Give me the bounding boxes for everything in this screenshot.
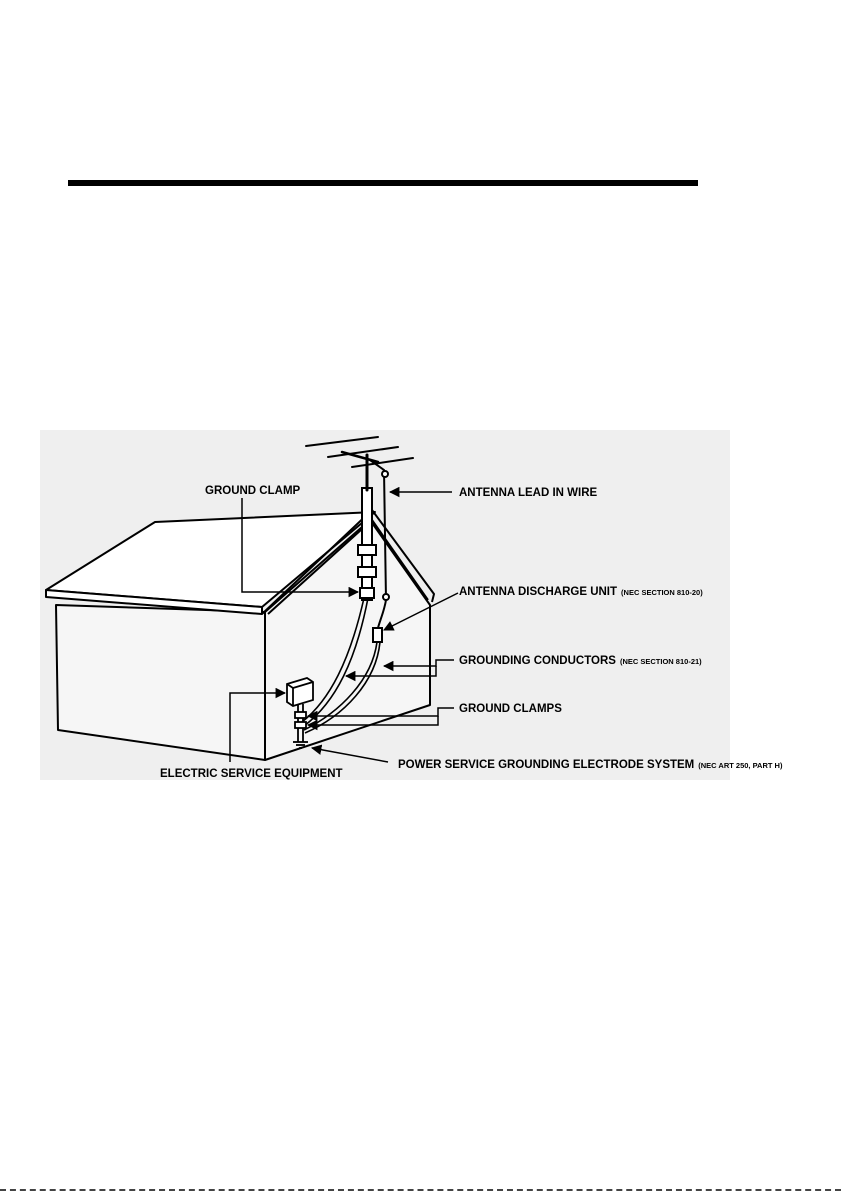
label-antenna-lead-in-wire: ANTENNA LEAD IN WIRE xyxy=(459,487,598,499)
label-antenna-discharge-unit xyxy=(459,586,703,598)
label-ground-clamps: GROUND CLAMPS xyxy=(459,703,562,715)
antenna-discharge-unit-box xyxy=(373,628,382,642)
arrow-power-service-grounding xyxy=(312,748,388,762)
ground-clamp-lower xyxy=(295,722,306,728)
mast-bracket-upper xyxy=(358,545,376,555)
label-grounding-conductors-text: GROUNDING CONDUCTORS xyxy=(459,655,616,667)
mast-bracket-lower xyxy=(358,567,376,577)
label-electric-service-equipment: ELECTRIC SERVICE EQUIPMENT xyxy=(160,768,343,780)
label-antenna-discharge-unit-ref: (NEC SECTION 810-20) xyxy=(621,588,703,597)
label-power-service-grounding-text: POWER SERVICE GROUNDING ELECTRODE SYSTEM xyxy=(398,759,695,771)
label-grounding-conductors-ref: (NEC SECTION 810-21) xyxy=(619,657,702,666)
standoff-insulator-top xyxy=(382,471,388,477)
mast-ground-clamp xyxy=(360,588,374,598)
label-power-service-grounding xyxy=(398,759,783,771)
page-bottom-edge xyxy=(0,1189,841,1191)
ground-clamp-upper xyxy=(295,712,306,718)
house-front-wall xyxy=(56,605,265,760)
label-ground-clamp: GROUND CLAMP xyxy=(205,485,301,497)
electric-service-box xyxy=(287,678,313,706)
label-power-service-grounding-ref: (NEC ART 250, PART H) xyxy=(698,761,783,770)
label-grounding-conductors xyxy=(459,655,702,667)
label-antenna-discharge-unit-text: ANTENNA DISCHARGE UNIT xyxy=(459,586,618,598)
